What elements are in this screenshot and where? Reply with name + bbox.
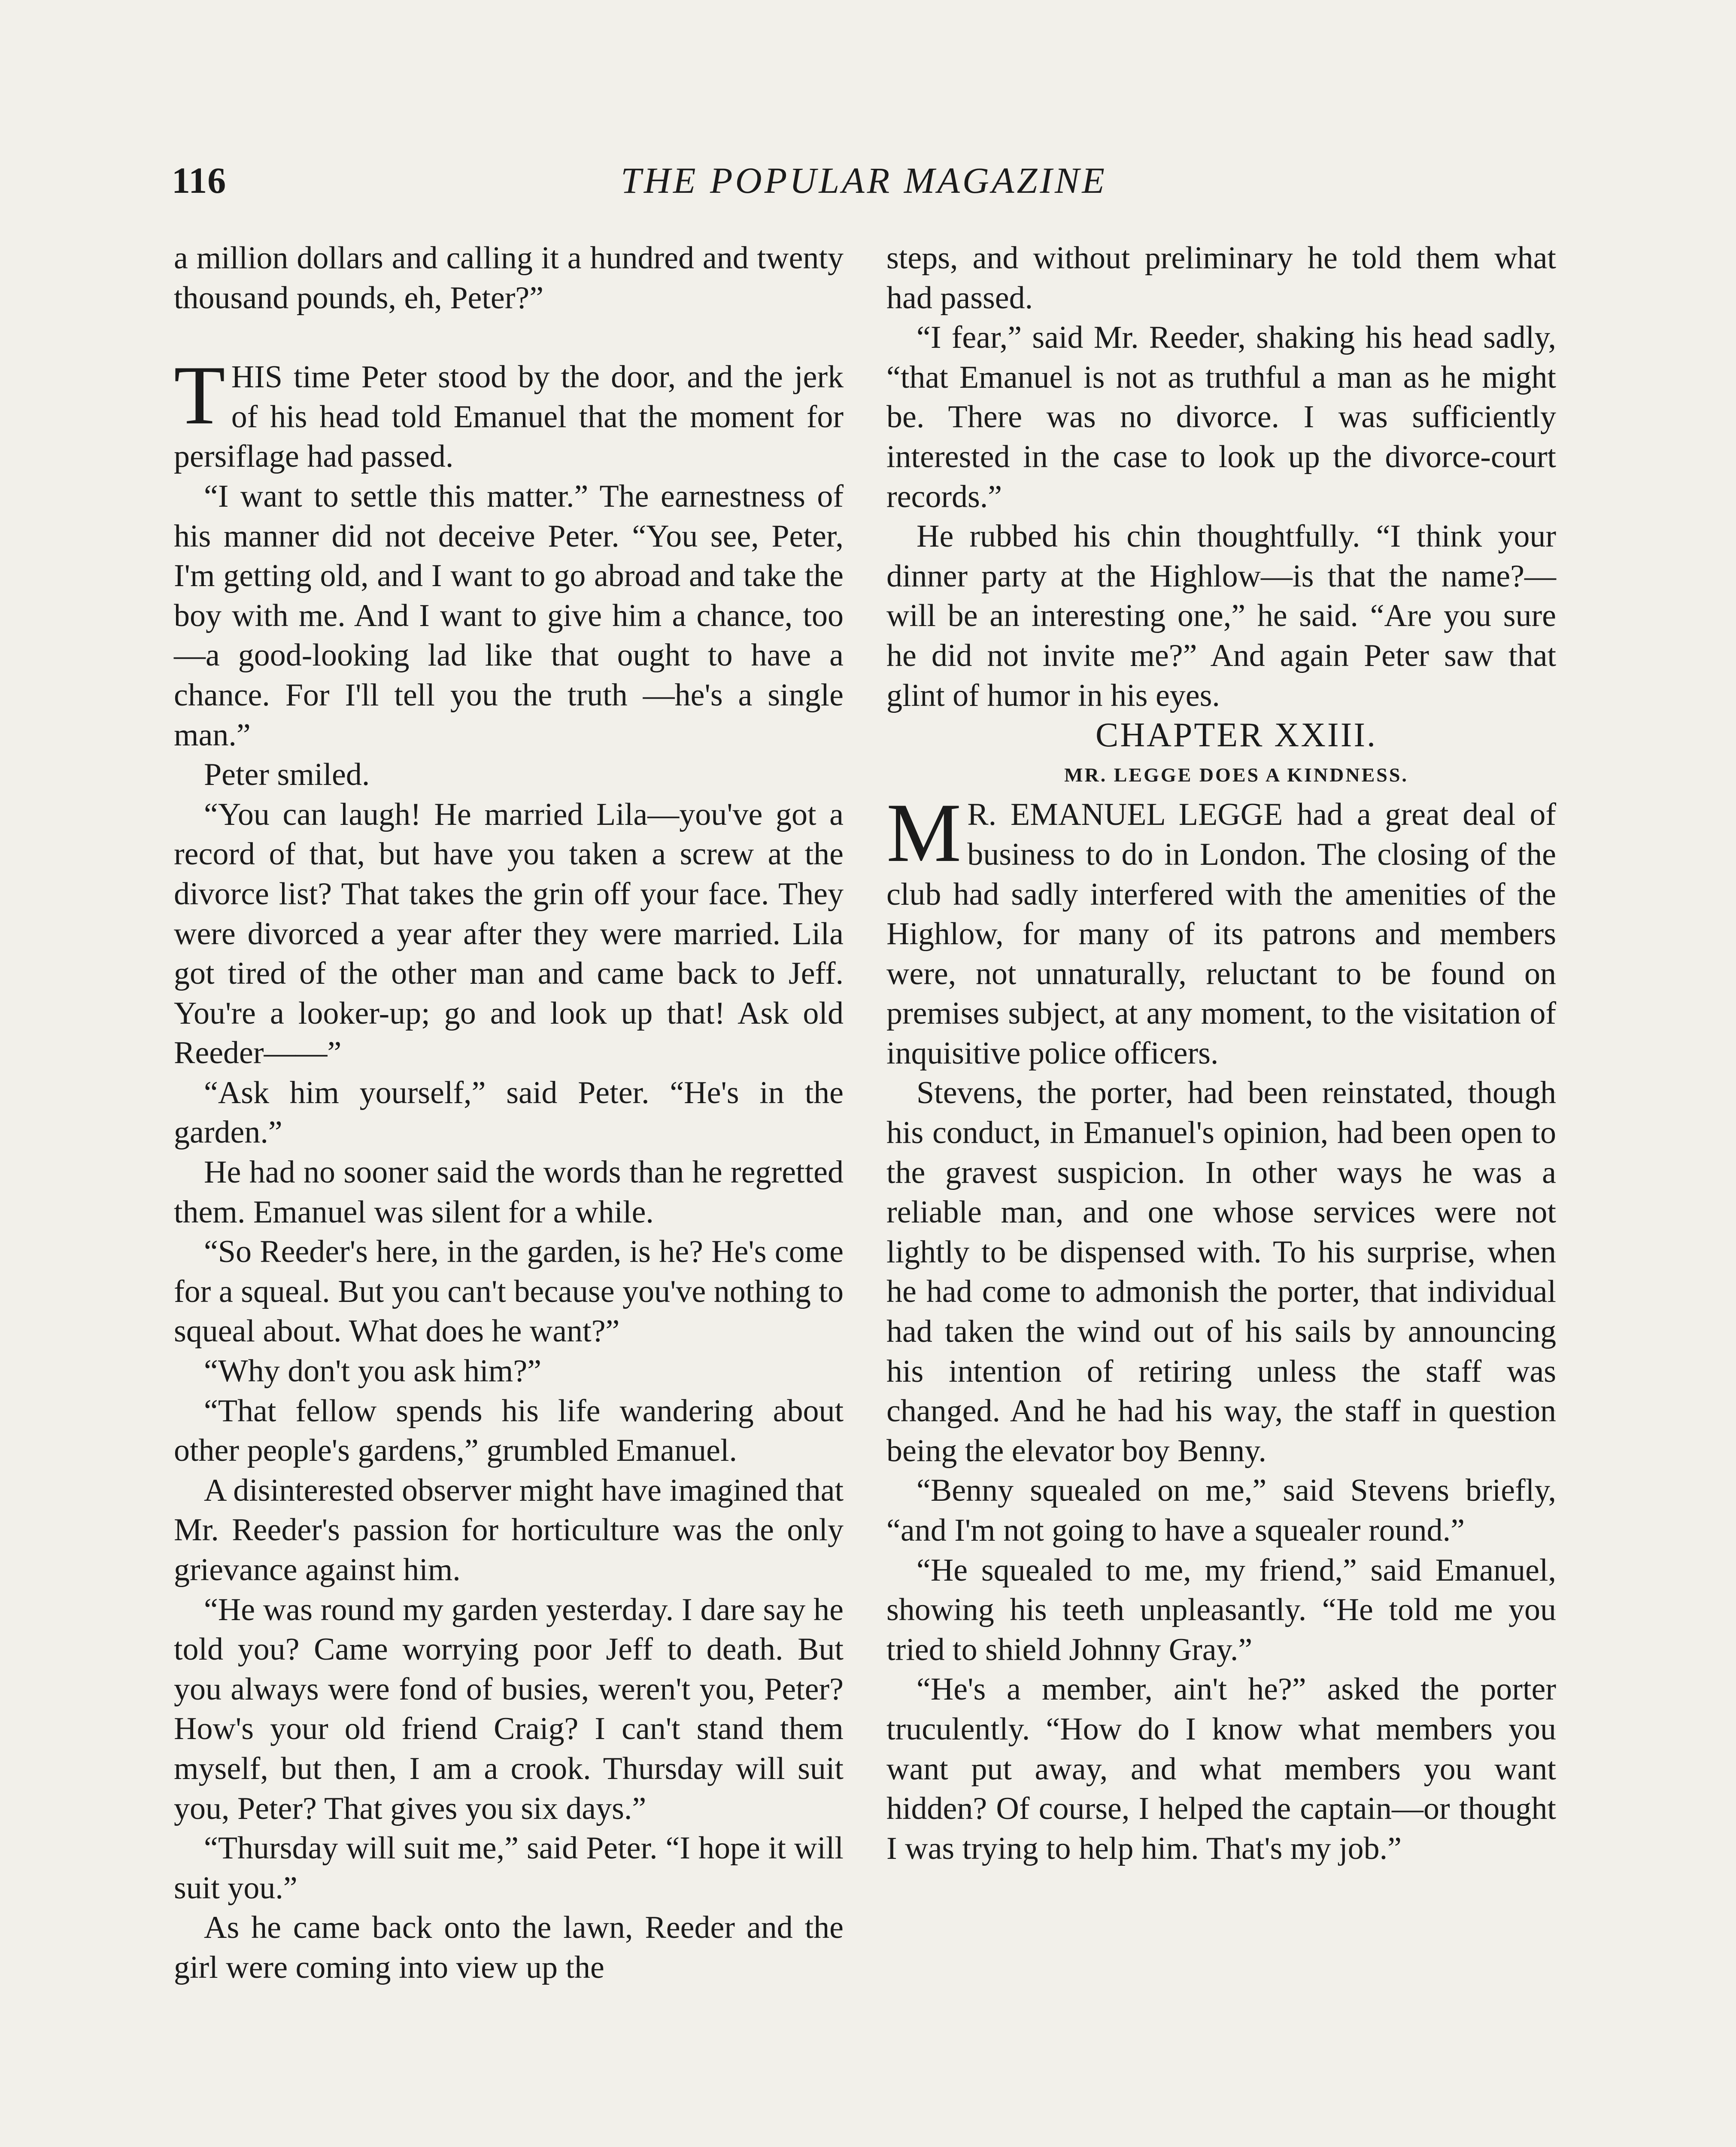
page-number: 116 (172, 160, 227, 201)
paragraph: “He was round my garden yesterday. I dare say he told you? Came worrying poor Jeff to death. But you always were fond of busies, weren't you, Peter? How's your old friend Craig? I can't stand them myself, but then, I am a crook. Thursday will suit you, Peter? That gives you six days.” (174, 1592, 844, 1826)
drop-cap: M (886, 786, 962, 880)
paragraph: “You can laugh! He married Lila—you've got a record of that, but have you taken a screw at the divorce list? That takes the grin off your face. They were divorced a year after they were married. Lila got tired of the other man and came back to Jeff. You're a looker-up; go and look up that! Ask old Reeder——” (174, 797, 844, 1071)
right-column (886, 238, 1556, 1868)
paragraph: He rubbed his chin thoughtfully. “I think your dinner party at the Highlow—is that the name?—will be an interesting one,” he said. “Are you sure he did not invite me?” And again Peter saw that glint of humor in his eyes. (886, 519, 1556, 713)
left-column (174, 238, 844, 1988)
dropcap-paragraph (886, 786, 1556, 1073)
paragraph: a million dollars and calling it a hundred and twenty thousand pounds, eh, Peter?” (174, 240, 844, 316)
drop-cap: T (174, 349, 225, 442)
paragraph-text: R. EMANUEL LEGGE had a great deal of business to do in London. The closing of the club had sadly interfered with the amenities of the Highlow, for many of its patrons and members were, not unnaturally, reluctant to be found on premises subject, at any moment, to the visitation of inquisitive police officers. (886, 797, 1556, 1071)
chapter-title: CHAPTER XXIII. (1096, 716, 1377, 754)
paragraph: “That fellow spends his life wandering about other people's gardens,” grumbled Emanuel. (174, 1393, 844, 1469)
running-head: THE POPULAR MAGAZINE (621, 160, 1107, 201)
paragraph: Stevens, the porter, had been reinstated, though his conduct, in Emanuel's opinion, had been open to the gravest suspicion. In other ways he was a reliable man, and one whose services were not lightly to be dispensed with. To his surprise, when he had come to admonish the porter, that individual had taken the wind out of his sails by announcing his intention of retiring unless the staff was changed. And he had his way, the staff in question being the elevator boy Benny. (886, 1075, 1556, 1469)
paragraph: A disinterested observer might have imagined that Mr. Reeder's passion for horticulture was the only grievance against him. (174, 1472, 844, 1587)
paragraph: “He squealed to me, my friend,” said Emanuel, showing his teeth unpleasantly. “He told me you tried to shield Johnny Gray.” (886, 1552, 1556, 1667)
paragraph: steps, and without preliminary he told them what had passed. (886, 240, 1556, 316)
paragraph: “Thursday will suit me,” said Peter. “I hope it will suit you.” (174, 1831, 844, 1906)
paragraph-text: HIS time Peter stood by the door, and the jerk of his head told Emanuel that the moment for persiflage had passed. (174, 359, 844, 474)
paragraph: “He's a member, ain't he?” asked the porter truculently. “How do I know what members you want put away, and what members you want hidden? Of course, I helped the captain—or thought I was trying to help him. That's my job.” (886, 1672, 1556, 1866)
paragraph: “Ask him yourself,” said Peter. “He's in the garden.” (174, 1075, 844, 1150)
page-header (172, 159, 1556, 206)
paragraph: “I want to settle this matter.” The earnestness of his manner did not deceive Peter. “You see, Peter, I'm getting old, and I want to go abroad and take the boy with me. And I want to give him a chance, too—a good-looking lad like that ought to have a chance. For I'll tell you the truth —he's a single man.” (174, 478, 844, 753)
paragraph: As he came back onto the lawn, Reeder and the girl were coming into view up the (174, 1910, 844, 1985)
dropcap-paragraph (174, 349, 844, 477)
paragraph: He had no sooner said the words than he regretted them. Emanuel was silent for a while. (174, 1155, 844, 1230)
paragraph: “Why don't you ask him?” (204, 1353, 542, 1389)
paragraph: “Benny squealed on me,” said Stevens briefly, “and I'm not going to have a squealer round.” (886, 1473, 1556, 1548)
paragraph: “I fear,” said Mr. Reeder, shaking his head sadly, “that Emanuel is not as truthful a man as he might be. There was no divorce. I was sufficiently interested in the case to look up the divorce-court records.” (886, 320, 1556, 514)
paragraph: Peter smiled. (204, 757, 370, 793)
paragraph: “So Reeder's here, in the garden, is he? He's come for a squeal. But you can't because you've nothing to squeal about. What does he want?” (174, 1234, 844, 1349)
chapter-subtitle: MR. LEGGE DOES A KINDNESS. (1064, 763, 1408, 786)
